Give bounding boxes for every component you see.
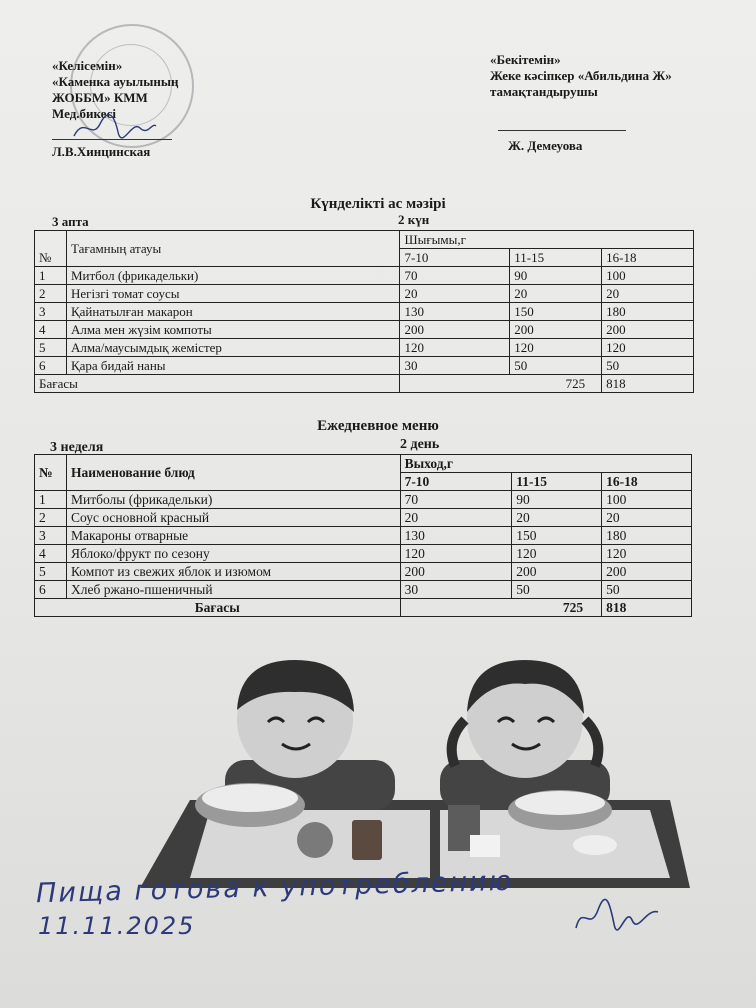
row-c: 20 (602, 285, 694, 303)
age-11-15: 11-15 (510, 249, 602, 267)
row-a: 200 (400, 563, 512, 581)
row-name: Негізгі томат соусы (66, 285, 400, 303)
row-c: 200 (602, 563, 692, 581)
row-no: 4 (35, 321, 67, 339)
approval-right (490, 52, 672, 100)
row-a: 70 (400, 491, 512, 509)
approval-left-line4: Мед.бикесі (52, 106, 116, 121)
row-a: 130 (400, 303, 510, 321)
row-a: 200 (400, 321, 510, 339)
row-no: 1 (35, 267, 67, 285)
approver-left-name: Л.В.Хинцинская (52, 144, 151, 159)
price-value-2: 818 (602, 599, 692, 617)
price-row (35, 599, 692, 617)
menu-ru-title: Ежедневное меню (317, 418, 439, 434)
menu-kz-week: 3 апта (52, 214, 89, 229)
row-b: 150 (510, 303, 602, 321)
age-16-18: 16-18 (602, 473, 692, 491)
price-row (35, 375, 694, 393)
signature-left (70, 110, 160, 144)
row-name: Митболы (фрикадельки) (66, 491, 400, 509)
row-b: 90 (512, 491, 602, 509)
row-no: 2 (35, 509, 67, 527)
header-number: № (35, 231, 67, 267)
price-label: Бағасы (35, 599, 401, 617)
row-a: 20 (400, 509, 512, 527)
handwritten-note: Пища готова к употреблению (35, 865, 514, 910)
menu-kz-title: Күнделікті ас мәзірі (310, 196, 446, 212)
row-name: Компот из свежих яблок и изюмом (66, 563, 400, 581)
row-name: Митбол (фрикадельки) (66, 267, 400, 285)
table-row (35, 285, 694, 303)
table-row (35, 267, 694, 285)
row-a: 20 (400, 285, 510, 303)
handwritten-date: 11.11.2025 (38, 912, 196, 940)
table-row (35, 545, 692, 563)
row-name: Қайнатылған макарон (66, 303, 400, 321)
row-no: 5 (35, 563, 67, 581)
header-dish-name: Наименование блюд (66, 455, 400, 491)
table-row (35, 581, 692, 599)
menu-kz-day: 2 күн (398, 212, 430, 227)
menu-ru-week: 3 неделя (50, 440, 104, 455)
price-label: Бағасы (35, 375, 400, 393)
table-row (35, 509, 692, 527)
row-name: Қара бидай наны (66, 357, 400, 375)
row-b: 200 (512, 563, 602, 581)
row-name: Соус основной красный (66, 509, 400, 527)
price-value-1: 725 (400, 599, 602, 617)
row-b: 90 (510, 267, 602, 285)
header-dish-name: Тағамның атауы (66, 231, 400, 267)
row-c: 120 (602, 545, 692, 563)
row-name: Алма мен жүзім компоты (66, 321, 400, 339)
approver-right-name: Ж. Демеуова (508, 138, 583, 153)
age-7-10: 7-10 (400, 473, 512, 491)
age-7-10: 7-10 (400, 249, 510, 267)
row-name: Яблоко/фрукт по сезону (66, 545, 400, 563)
row-no: 3 (35, 303, 67, 321)
row-b: 20 (512, 509, 602, 527)
row-c: 200 (602, 321, 694, 339)
approval-left-line3: ЖОББМ» КММ (52, 90, 148, 105)
row-c: 180 (602, 303, 694, 321)
row-no: 4 (35, 545, 67, 563)
row-name: Макароны отварные (66, 527, 400, 545)
row-a: 30 (400, 357, 510, 375)
row-b: 200 (510, 321, 602, 339)
row-b: 20 (510, 285, 602, 303)
table-row (35, 303, 694, 321)
row-b: 150 (512, 527, 602, 545)
age-16-18: 16-18 (602, 249, 694, 267)
table-row (35, 321, 694, 339)
approval-right-line3: тамақтандырушы (490, 84, 598, 99)
table-row (35, 491, 692, 509)
handwritten-signature (572, 898, 662, 936)
header-number: № (35, 455, 67, 491)
approval-left-line1: «Келісемін» (52, 58, 123, 73)
table-row (35, 527, 692, 545)
row-name: Хлеб ржано-пшеничный (66, 581, 400, 599)
row-name: Алма/маусымдық жемістер (66, 339, 400, 357)
signature-line-right (498, 130, 626, 131)
header-output: Выход,г (400, 455, 691, 473)
row-b: 50 (512, 581, 602, 599)
row-a: 30 (400, 581, 512, 599)
row-no: 3 (35, 527, 67, 545)
age-11-15: 11-15 (512, 473, 602, 491)
row-c: 120 (602, 339, 694, 357)
row-b: 50 (510, 357, 602, 375)
row-c: 100 (602, 491, 692, 509)
row-a: 120 (400, 339, 510, 357)
table-header-row (35, 231, 694, 249)
price-value-2: 818 (602, 375, 694, 393)
row-no: 6 (35, 581, 67, 599)
row-no: 5 (35, 339, 67, 357)
row-b: 120 (510, 339, 602, 357)
approval-right-line1: «Бекітемін» (490, 52, 561, 67)
menu-ru-table (34, 454, 692, 617)
row-a: 70 (400, 267, 510, 285)
row-no: 2 (35, 285, 67, 303)
row-c: 180 (602, 527, 692, 545)
row-no: 1 (35, 491, 67, 509)
row-c: 50 (602, 357, 694, 375)
row-b: 120 (512, 545, 602, 563)
row-a: 120 (400, 545, 512, 563)
menu-ru-day: 2 день (400, 437, 440, 452)
row-c: 50 (602, 581, 692, 599)
table-row (35, 339, 694, 357)
menu-kz-table (34, 230, 694, 393)
row-c: 20 (602, 509, 692, 527)
row-no: 6 (35, 357, 67, 375)
table-header-row (35, 455, 692, 473)
row-a: 130 (400, 527, 512, 545)
table-row (35, 563, 692, 581)
children-eating-illustration (130, 650, 690, 890)
price-value-1: 725 (400, 375, 602, 393)
approval-right-line2: Жеке кәсіпкер «Абильдина Ж» (490, 68, 672, 83)
row-c: 100 (602, 267, 694, 285)
header-output: Шығымы,г (400, 231, 694, 249)
table-row (35, 357, 694, 375)
approval-left-line2: «Каменка ауылының (52, 74, 179, 89)
